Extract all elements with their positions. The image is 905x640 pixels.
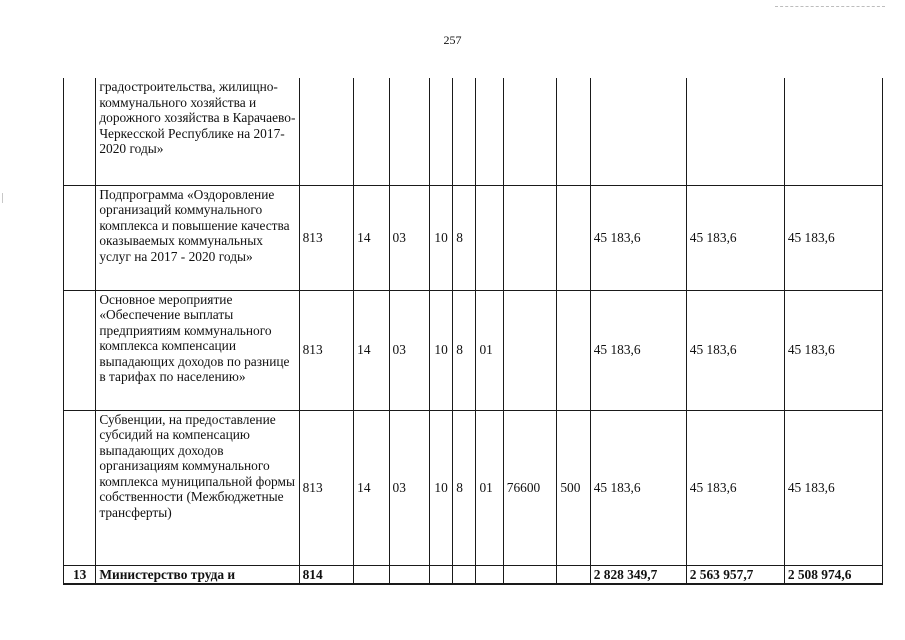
row-name: Субвенции, на предоставление субсидий на компенсацию выпадающих доходов организациям коммунального комплекса муниципальной формы собственности (Межбюджетные трансферты) xyxy=(96,410,299,565)
row-name: Подпрограмма «Оздоровление организаций коммунального комплекса и повышение качества оказываемых коммунальных услуг на 2017 - 2020 годы» xyxy=(96,185,299,290)
row-expense-type xyxy=(557,78,590,185)
row-ministry-code: 813 xyxy=(299,185,354,290)
row-section-code: 14 xyxy=(354,185,389,290)
row-index xyxy=(64,290,96,410)
row-amount-2: 45 183,6 xyxy=(686,290,784,410)
row-amount-3: 45 183,6 xyxy=(784,410,882,565)
scan-edge-mark xyxy=(2,193,3,203)
row-direction-code xyxy=(503,185,557,290)
row-expense-type xyxy=(557,565,590,584)
page-number: 257 xyxy=(443,33,462,47)
row-section-code xyxy=(354,78,389,185)
row-subprogram-code: 8 xyxy=(453,185,476,290)
row-amount-3: 2 508 974,6 xyxy=(784,565,882,584)
row-index xyxy=(64,185,96,290)
row-section-code: 14 xyxy=(354,410,389,565)
row-expense-type xyxy=(557,185,590,290)
row-event-code: 01 xyxy=(476,290,503,410)
row-event-code xyxy=(476,78,503,185)
row-amount-1 xyxy=(590,78,686,185)
row-event-code xyxy=(476,565,503,584)
row-direction-code: 76600 xyxy=(503,410,557,565)
row-subprogram-code: 8 xyxy=(453,410,476,565)
row-index xyxy=(64,410,96,565)
row-program-code: 10 xyxy=(429,290,452,410)
row-subsection-code xyxy=(389,78,429,185)
row-subprogram-code xyxy=(453,565,476,584)
budget-table xyxy=(63,78,883,585)
row-amount-1: 2 828 349,7 xyxy=(590,565,686,584)
row-amount-2: 2 563 957,7 xyxy=(686,565,784,584)
table-row xyxy=(64,78,883,185)
row-amount-1: 45 183,6 xyxy=(590,290,686,410)
row-expense-type: 500 xyxy=(557,410,590,565)
row-index: 13 xyxy=(64,565,96,584)
table-row xyxy=(64,290,883,410)
table-row xyxy=(64,185,883,290)
row-amount-1: 45 183,6 xyxy=(590,185,686,290)
row-amount-2: 45 183,6 xyxy=(686,185,784,290)
scan-border-mark xyxy=(775,6,885,7)
row-direction-code xyxy=(503,78,557,185)
row-amount-3: 45 183,6 xyxy=(784,185,882,290)
row-ministry-code xyxy=(299,78,354,185)
row-direction-code xyxy=(503,290,557,410)
row-amount-3: 45 183,6 xyxy=(784,290,882,410)
table-row xyxy=(64,410,883,565)
row-amount-2 xyxy=(686,78,784,185)
row-amount-3 xyxy=(784,78,882,185)
row-program-code xyxy=(429,565,452,584)
row-event-code: 01 xyxy=(476,410,503,565)
row-program-code: 10 xyxy=(429,410,452,565)
row-subsection-code: 03 xyxy=(389,410,429,565)
row-event-code xyxy=(476,185,503,290)
row-name: Министерство труда и xyxy=(96,565,299,584)
row-expense-type xyxy=(557,290,590,410)
row-ministry-code: 813 xyxy=(299,410,354,565)
row-amount-2: 45 183,6 xyxy=(686,410,784,565)
row-ministry-code: 814 xyxy=(299,565,354,584)
row-subsection-code: 03 xyxy=(389,185,429,290)
row-program-code: 10 xyxy=(429,185,452,290)
row-subprogram-code: 8 xyxy=(453,290,476,410)
row-index xyxy=(64,78,96,185)
row-direction-code xyxy=(503,565,557,584)
row-subprogram-code xyxy=(453,78,476,185)
table-row-total xyxy=(64,565,883,584)
row-subsection-code: 03 xyxy=(389,290,429,410)
row-program-code xyxy=(429,78,452,185)
row-section-code xyxy=(354,565,389,584)
row-section-code: 14 xyxy=(354,290,389,410)
row-ministry-code: 813 xyxy=(299,290,354,410)
row-amount-1: 45 183,6 xyxy=(590,410,686,565)
row-name: градостроительства, жилищно-коммунального хозяйства и дорожного хозяйства в Карачаево-Черкесской Республике на 2017-2020 годы» xyxy=(96,78,299,185)
row-subsection-code xyxy=(389,565,429,584)
row-name: Основное мероприятие «Обеспечение выплаты предприятиям коммунального комплекса компенсации выпадающих доходов по разнице в тарифах по населению» xyxy=(96,290,299,410)
